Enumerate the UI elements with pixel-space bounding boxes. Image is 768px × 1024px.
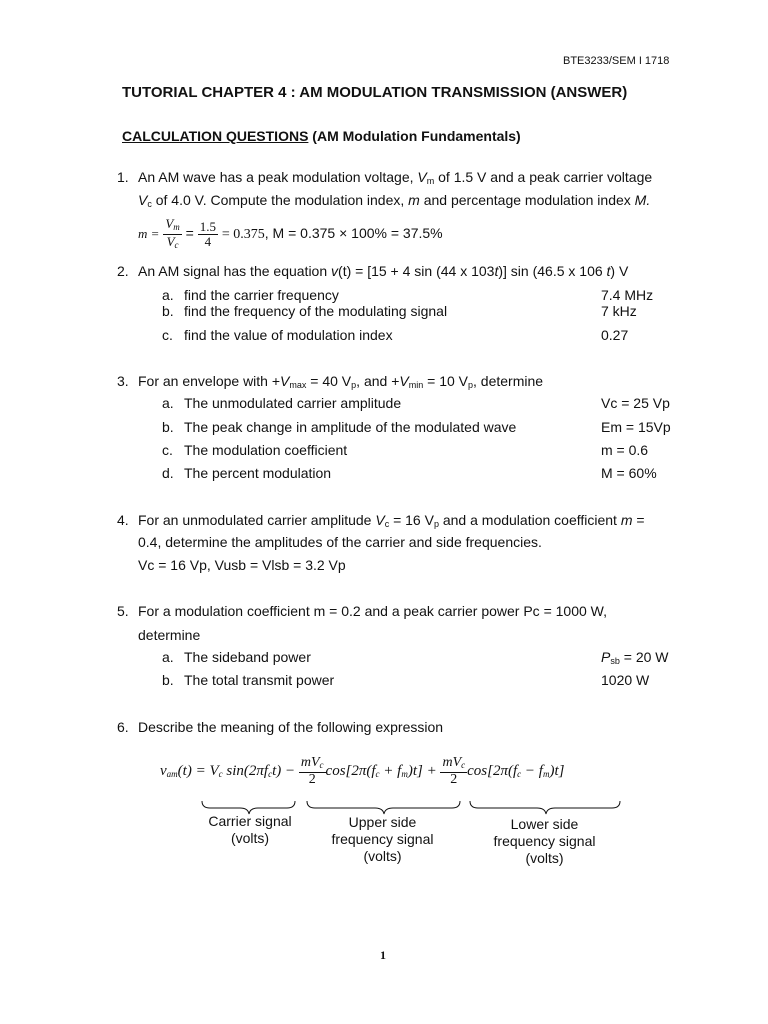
text-segment: c [174,239,179,250]
text-segment: p [468,380,474,390]
text-segment: c [375,769,380,779]
q4-line1 [138,511,645,533]
text-segment: v [160,763,167,779]
q2-question [138,262,628,280]
text-segment: (t) = V [177,763,219,779]
text-segment: V [375,512,385,528]
text-segment: (volts) [525,850,564,866]
q5-number: 5. [117,603,129,619]
text-segment: V [417,169,427,185]
text-segment: P [601,649,611,665]
text-segment: (volts) [363,848,402,864]
q3d-text: The percent modulation [184,465,332,481]
text-segment: v [331,263,339,279]
q3a-answer: Vc = 25 Vp [601,395,670,411]
q2b-text: find the frequency of the modulating signal [184,303,448,319]
text-segment: c [268,769,273,779]
text-segment: c [384,519,390,529]
text-segment: c [147,199,152,209]
q3b-answer: Em = 15Vp [601,419,671,435]
text-segment: = [185,225,194,241]
text-segment: An AM wave has a peak modulation voltage, [138,169,418,185]
q2c-letter: c. [162,327,173,343]
text-segment: Upper side [348,814,417,830]
text-segment: V [138,192,148,208]
q2a-answer: 7.4 MHz [601,287,654,303]
section-heading-sub: (AM Modulation Fundamentals) [308,128,521,144]
text-segment: M. [634,192,651,208]
text-segment: p [351,380,357,390]
q2a-text: find the carrier frequency [184,287,339,303]
q1-line2 [138,191,650,213]
section-heading-main: CALCULATION QUESTIONS [122,128,309,144]
text-segment: frequency signal [331,831,434,847]
q2b-letter: b. [162,303,174,319]
text-segment: min [408,380,424,390]
section-heading [122,127,521,145]
text-segment: )t] + [407,763,437,779]
q2a-letter: a. [162,287,174,303]
text-segment: (volts) [230,830,270,846]
q4-answer: Vc = 16 Vp, Vusb = Vlsb = 3.2 Vp [138,557,346,573]
text-segment: t [606,263,611,279]
page-number: 1 [380,948,386,962]
text-segment: m [173,221,180,232]
q3c-letter: c. [162,442,173,458]
q4-number: 4. [117,512,129,528]
text-segment: of 1.5 V and a peak carrier voltage [434,169,653,185]
text-segment: 2 [308,772,316,788]
q5a-answer [601,648,669,670]
q3b-letter: b. [162,419,174,435]
q3d-answer: M = 60% [601,465,657,481]
q4-line2: 0.4, determine the amplitudes of the carrier and side frequencies. [138,534,542,550]
text-segment: = 0.375 [221,227,265,242]
q6-number: 6. [117,719,129,735]
text-segment: = [15 + 4 sin (44 x 103 [351,263,495,279]
q3-number: 3. [117,373,129,389]
label-carrier-signal [180,813,320,847]
text-segment: t) − [272,763,296,779]
text-segment: ) V [610,263,629,279]
text-segment: m [542,769,550,779]
q1-line1 [138,168,652,190]
q2b-answer: 7 kHz [601,303,637,319]
text-segment: m [426,176,435,186]
text-segment: c [218,769,223,779]
q3a-text: The unmodulated carrier amplitude [184,395,402,411]
text-segment: and percentage modulation index [419,192,635,208]
q3-question [138,372,543,394]
q2c-text: find the value of modulation index [184,327,393,343]
label-upper-side [310,814,455,865]
text-segment: cos[2π(f [467,763,518,779]
text-segment: , M = 0.375 × 100% = 37.5% [264,225,443,241]
brace-lower [470,801,620,814]
text-segment: c [517,769,522,779]
text-segment: c [461,760,466,771]
text-segment: + f [379,763,402,779]
text-segment: = [632,512,645,528]
text-segment: V [166,233,175,249]
text-segment: )t] [549,763,565,779]
text-segment: Lower side [510,816,579,832]
text-segment: Carrier signal [208,813,292,829]
q2c-answer: 0.27 [601,327,629,343]
text-segment: max [289,380,307,390]
q5-line1: For a modulation coefficient m = 0.2 and a peak carrier power Pc = 1000 W, [138,603,607,619]
text-segment: m [401,769,408,779]
text-segment: For an envelope with + [138,373,281,389]
text-segment: p [433,519,439,529]
text-segment: V [165,215,174,231]
text-segment: m [620,512,633,528]
q5a-text: The sideband power [184,649,311,665]
text-segment: (t) [338,263,352,279]
text-segment: sin(2πf [222,763,269,779]
text-segment: , determine [473,373,544,389]
q3c-text: The modulation coefficient [184,442,348,458]
text-segment: mV [300,755,320,771]
text-segment: 4 [204,233,212,249]
text-segment: sb [610,656,620,666]
q3d-letter: d. [162,465,174,481]
text-segment: V [399,373,409,389]
course-code: BTE3233/SEM I 1718 [563,55,670,67]
text-segment: = 16 V [389,512,434,528]
q1-formula [138,216,443,252]
q5b-text: The total transmit power [184,672,335,688]
text-segment: 1.5 [199,218,216,234]
q3a-letter: a. [162,395,174,411]
text-segment: An AM signal has the equation [138,263,332,279]
text-segment: of 4.0 V. Compute the modulation index, [151,192,409,208]
q6-question: Describe the meaning of the following expression [138,719,444,735]
q5-line2: determine [138,627,201,643]
text-segment: and a modulation coefficient [438,512,621,528]
q1-number: 1. [117,169,129,185]
q3b-text: The peak change in amplitude of the modulated wave [184,419,517,435]
q3c-answer: m = 0.6 [601,442,649,458]
page-title: TUTORIAL CHAPTER 4 : AM MODULATION TRANSMISSION (ANSWER) [122,84,628,101]
q2-number: 2. [117,263,129,279]
q5b-answer: 1020 W [601,672,650,688]
text-segment: V [280,373,290,389]
text-segment: = 40 V [306,373,352,389]
text-segment: , and + [356,373,400,389]
text-segment: )] sin (46.5 x 106 [498,263,607,279]
text-segment: c [319,760,324,771]
text-segment: For an unmodulated carrier amplitude [138,512,376,528]
label-lower-side [472,816,617,867]
am-equation [160,752,564,793]
text-segment: = 10 V [423,373,468,389]
text-segment: m [408,192,420,208]
text-segment: = 20 W [619,649,669,665]
text-segment: am [166,769,178,779]
q5a-letter: a. [162,649,174,665]
text-segment: frequency signal [493,833,596,849]
text-segment: m = [138,226,160,241]
q5b-letter: b. [162,672,174,688]
text-segment: t [494,263,499,279]
text-segment: mV [442,755,462,771]
text-segment: − f [521,763,543,779]
brace-upper [307,801,460,814]
text-segment: 2 [450,772,458,788]
text-segment: cos[2π(f [325,763,376,779]
